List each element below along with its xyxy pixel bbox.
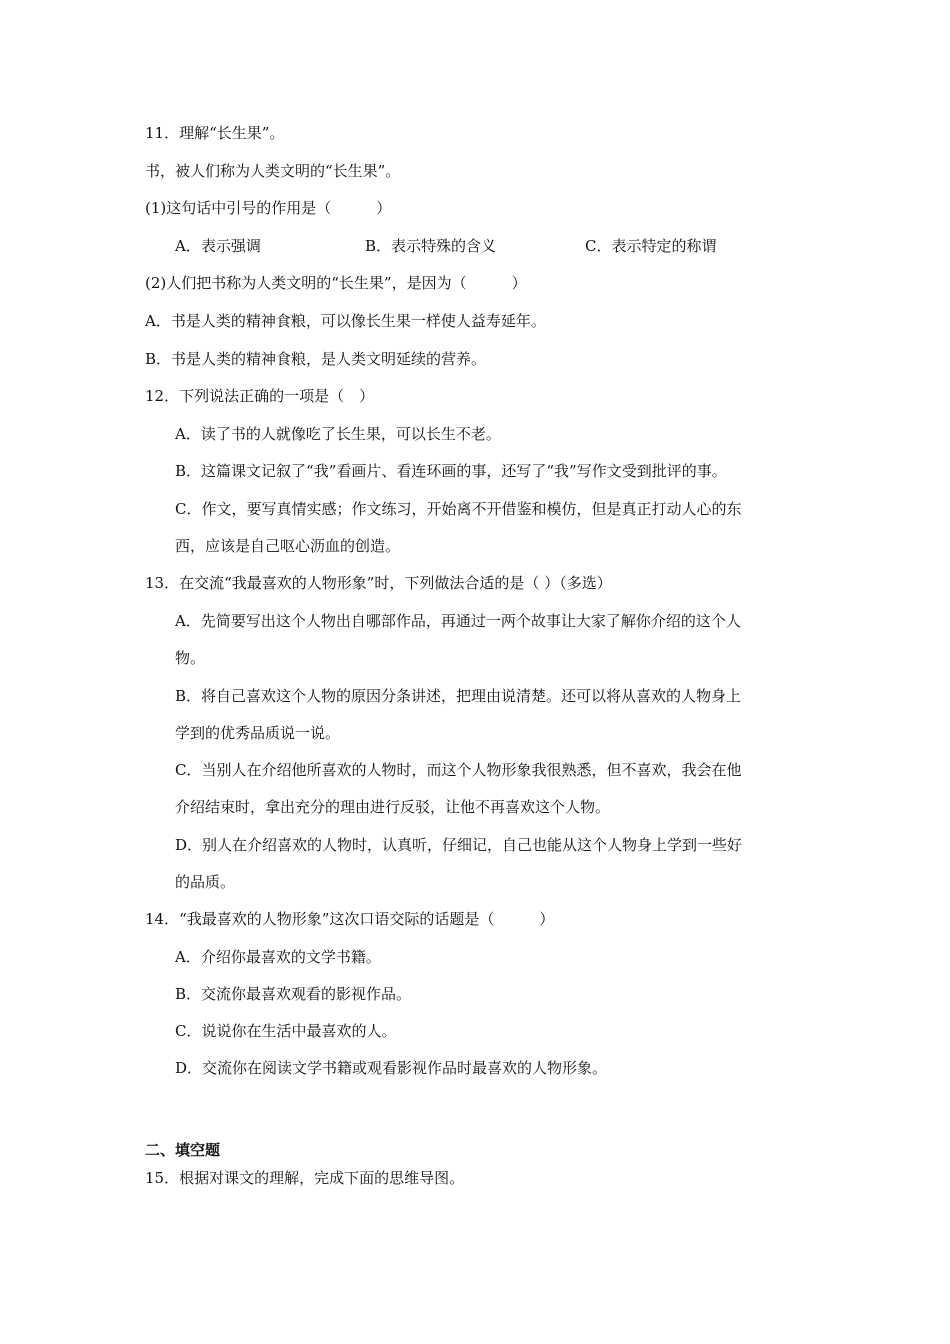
q14-title: 14．“我最喜欢的人物形象”这次口语交际的话题是（ ） <box>145 910 555 928</box>
q11-sub1-option-c: C．表示特定的称谓 <box>585 237 717 255</box>
q11-sub2: (2)人们把书称为人类文明的“长生果”，是因为（ ） <box>145 274 527 292</box>
q13-option-a-line2: 物。 <box>175 649 206 667</box>
q13-option-c-line1: C．当别人在介绍他所喜欢的人物时，而这个人物形象我很熟悉，但不喜欢，我会在他 <box>175 761 742 779</box>
section-heading: 二、填空题 <box>145 1141 221 1159</box>
q14-option-b: B．交流你最喜欢观看的影视作品。 <box>175 985 412 1003</box>
q13-option-d-line1: D．别人在介绍喜欢的人物时，认真听，仔细记，自己也能从这个人物身上学到一些好 <box>175 836 743 854</box>
q11-title: 11．理解“长生果”。 <box>145 124 285 142</box>
q11-sub1-option-a: A．表示强调 <box>175 237 261 255</box>
q11-sub2-option-b: B．书是人类的精神食粮，是人类文明延续的营养。 <box>145 350 487 368</box>
q12-option-c-line1: C．作文，要写真情实感；作文练习，开始离不开借鉴和模仿，但是真正打动人心的东 <box>175 500 742 518</box>
q14-option-c: C．说说你在生活中最喜欢的人。 <box>175 1022 397 1040</box>
q13-option-d-line2: 的品质。 <box>175 873 236 891</box>
q12-title: 12．下列说法正确的一项是（ ） <box>145 387 375 405</box>
q13-option-c-line2: 介绍结束时，拿出充分的理由进行反驳，让他不再喜欢这个人物。 <box>175 798 611 816</box>
q12-option-c-line2: 西，应该是自己呕心沥血的创造。 <box>175 537 401 555</box>
q15-title: 15．根据对课文的理解，完成下面的思维导图。 <box>145 1169 465 1187</box>
q11-sub1: (1)这句话中引号的作用是（ ） <box>145 199 392 217</box>
q13-option-b-line1: B．将自己喜欢这个人物的原因分条讲述，把理由说清楚。还可以将从喜欢的人物身上 <box>175 687 742 705</box>
q13-option-a-line1: A．先简要写出这个人物出自哪部作品，再通过一两个故事让大家了解你介绍的这个人 <box>175 612 741 630</box>
q13-option-b-line2: 学到的优秀品质说一说。 <box>175 724 341 742</box>
q14-option-a: A．介绍你最喜欢的文学书籍。 <box>175 948 381 966</box>
q11-sub1-option-b: B．表示特殊的含义 <box>365 237 497 255</box>
q13-title: 13．在交流“我最喜欢的人物形象”时，下列做法合适的是（ ）（多选） <box>145 574 612 592</box>
q14-option-d: D．交流你在阅读文学书籍或观看影视作品时最喜欢的人物形象。 <box>175 1059 608 1077</box>
q11-sentence: 书，被人们称为人类文明的“长生果”。 <box>145 162 401 180</box>
q12-option-b: B．这篇课文记叙了“我”看画片、看连环画的事，还写了“我”写作文受到批评的事。 <box>175 462 727 480</box>
q12-option-a: A．读了书的人就像吃了长生果，可以长生不老。 <box>175 425 501 443</box>
q11-sub2-option-a: A．书是人类的精神食粮，可以像长生果一样使人益寿延年。 <box>145 312 546 330</box>
